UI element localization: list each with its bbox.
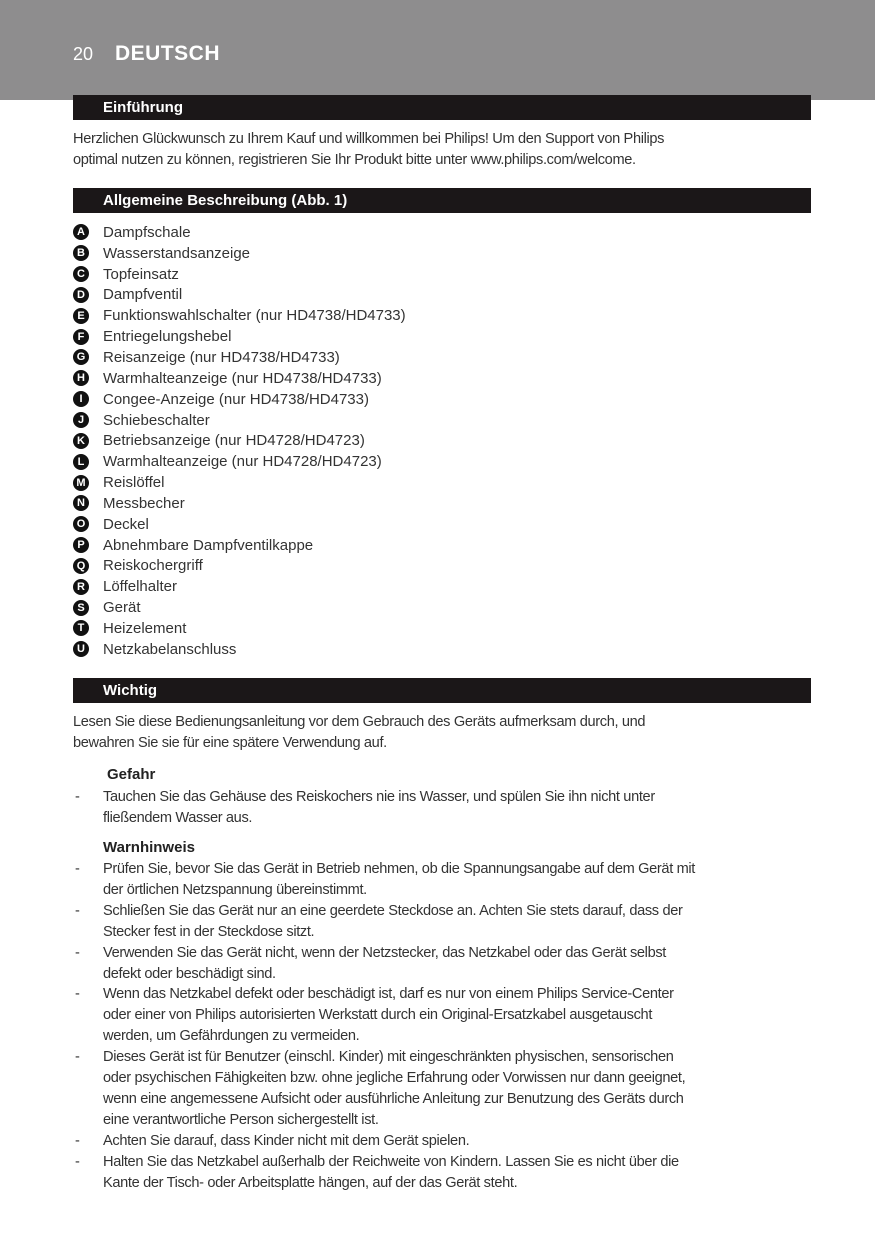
list-item bbox=[73, 305, 406, 326]
letter-badge-icon: S bbox=[73, 600, 89, 616]
list-item bbox=[73, 430, 406, 451]
text-line: Stecker fest in der Steckdose sitzt. bbox=[103, 923, 315, 940]
page-header-band bbox=[0, 0, 875, 100]
text-line: bewahren Sie sie für eine spätere Verwendung auf. bbox=[73, 734, 387, 751]
list-item bbox=[73, 389, 406, 410]
list-item bbox=[73, 597, 406, 618]
item-label: Topfeinsatz bbox=[103, 265, 179, 283]
page-number: 20 bbox=[73, 44, 94, 64]
letter-badge-icon: M bbox=[73, 475, 89, 491]
text-line: oder einer von Philips autorisierten Werkstatt durch ein Original-Ersatzkabel ausgetauscht bbox=[103, 1007, 653, 1024]
item-label: Löffelhalter bbox=[103, 578, 177, 596]
bullet-item bbox=[73, 984, 695, 1047]
item-label: Gerät bbox=[103, 599, 141, 617]
dash-icon: - bbox=[75, 986, 80, 1003]
text-line: fließendem Wasser aus. bbox=[103, 809, 253, 826]
item-label: Betriebsanzeige (nur HD4728/HD4723) bbox=[103, 432, 365, 450]
text-line: werden, um Gefährdungen zu vermeiden. bbox=[103, 1028, 360, 1045]
list-item bbox=[73, 264, 406, 285]
item-label: Wasserstandsanzeige bbox=[103, 244, 251, 262]
list-item bbox=[73, 514, 406, 535]
bullet-item bbox=[73, 943, 695, 985]
text-line: Kante der Tisch- oder Arbeitsplatte hängen, auf der das Gerät steht. bbox=[103, 1174, 518, 1191]
letter-badge-icon: B bbox=[73, 245, 89, 261]
section-heading-description: Allgemeine Beschreibung (Abb. 1) bbox=[73, 188, 811, 213]
text-line: Tauchen Sie das Gehäuse des Reiskochers nie ins Wasser, und spülen Sie ihn nicht unter bbox=[103, 789, 655, 805]
text-line: optimal nutzen zu können, registrieren Sie Ihr Produkt bitte unter www.philips.com/welcome. bbox=[73, 151, 636, 168]
item-label: Warmhalteanzeige (nur HD4738/HD4733) bbox=[103, 369, 382, 387]
letter-badge-icon: A bbox=[73, 224, 89, 240]
letter-badge-icon: K bbox=[73, 433, 89, 449]
list-item bbox=[73, 410, 406, 431]
dash-icon: - bbox=[75, 1153, 80, 1170]
dash-icon: - bbox=[75, 902, 80, 919]
letter-badge-icon: F bbox=[73, 329, 89, 345]
list-item bbox=[73, 618, 406, 639]
dash-icon: - bbox=[75, 944, 80, 961]
list-item bbox=[73, 222, 406, 243]
letter-badge-icon: D bbox=[73, 287, 89, 303]
bullet-item bbox=[73, 1131, 695, 1152]
parts-list bbox=[73, 222, 406, 660]
dash-icon: - bbox=[75, 1132, 80, 1149]
danger-heading: Gefahr bbox=[107, 766, 156, 783]
bullet-item bbox=[73, 787, 655, 829]
item-label: Schiebeschalter bbox=[103, 411, 210, 429]
letter-badge-icon: U bbox=[73, 641, 89, 657]
text-line: defekt oder beschädigt sind. bbox=[103, 965, 276, 982]
text-line: eine verantwortliche Person sichergestellt ist. bbox=[103, 1111, 379, 1128]
item-label: Warmhalteanzeige (nur HD4728/HD4723) bbox=[103, 453, 382, 471]
text-line: Achten Sie darauf, dass Kinder nicht mit dem Gerät spielen. bbox=[103, 1132, 470, 1149]
list-item bbox=[73, 639, 406, 660]
item-label: Heizelement bbox=[103, 619, 187, 637]
bullet-item bbox=[73, 859, 695, 901]
text-line: Wenn das Netzkabel defekt oder beschädigt ist, darf es nur von einem Philips Service-Center bbox=[103, 986, 674, 1003]
letter-badge-icon: L bbox=[73, 454, 89, 470]
item-label: Reisanzeige (nur HD4738/HD4733) bbox=[103, 348, 340, 366]
letter-badge-icon: O bbox=[73, 516, 89, 532]
item-label: Messbecher bbox=[103, 494, 185, 512]
intro-paragraph bbox=[73, 129, 664, 171]
letter-badge-icon: P bbox=[73, 537, 89, 553]
text-line: Schließen Sie das Gerät nur an eine geerdete Steckdose an. Achten Sie stets darauf, dass der bbox=[103, 902, 683, 919]
list-item bbox=[73, 347, 406, 368]
item-label: Dampfschale bbox=[103, 223, 191, 241]
list-item bbox=[73, 472, 406, 493]
bullet-item bbox=[73, 1047, 695, 1131]
important-paragraph bbox=[73, 712, 645, 754]
section-heading-intro: Einführung bbox=[73, 95, 811, 120]
list-item bbox=[73, 451, 406, 472]
letter-badge-icon: G bbox=[73, 349, 89, 365]
letter-badge-icon: C bbox=[73, 266, 89, 282]
list-item bbox=[73, 556, 406, 577]
text-line: Halten Sie das Netzkabel außerhalb der Reichweite von Kindern. Lassen Sie es nicht über die bbox=[103, 1153, 679, 1170]
letter-badge-icon: T bbox=[73, 620, 89, 636]
section-heading-important: Wichtig bbox=[73, 678, 811, 703]
bullet-item bbox=[73, 1152, 695, 1194]
dash-icon: - bbox=[75, 861, 80, 877]
list-item bbox=[73, 576, 406, 597]
language-title: DEUTSCH bbox=[115, 42, 221, 65]
text-line: Verwenden Sie das Gerät nicht, wenn der Netzstecker, das Netzkabel oder das Gerät selbst bbox=[103, 944, 666, 961]
warning-heading: Warnhinweis bbox=[103, 839, 195, 856]
warning-list bbox=[73, 859, 695, 1194]
item-label: Dampfventil bbox=[103, 286, 183, 304]
list-item bbox=[73, 535, 406, 556]
list-item bbox=[73, 285, 406, 306]
letter-badge-icon: R bbox=[73, 579, 89, 595]
item-label: Netzkabelanschluss bbox=[103, 640, 237, 658]
item-label: Entriegelungshebel bbox=[103, 328, 232, 346]
item-label: Funktionswahlschalter (nur HD4738/HD4733) bbox=[103, 307, 406, 325]
item-label: Reiskochergriff bbox=[103, 557, 203, 575]
letter-badge-icon: H bbox=[73, 370, 89, 386]
text-line: Prüfen Sie, bevor Sie das Gerät in Betrieb nehmen, ob die Spannungsangabe auf dem Gerät mit bbox=[103, 861, 696, 877]
list-item bbox=[73, 368, 406, 389]
list-item bbox=[73, 493, 406, 514]
letter-badge-icon: E bbox=[73, 308, 89, 324]
text-line: oder psychischen Fähigkeiten bzw. ohne jegliche Erfahrung oder Vorwissen nur dann geeignet, bbox=[103, 1070, 686, 1087]
item-label: Congee-Anzeige (nur HD4738/HD4733) bbox=[103, 390, 369, 408]
text-line: der örtlichen Netzspannung übereinstimmt. bbox=[103, 881, 367, 898]
text-line: Herzlichen Glückwunsch zu Ihrem Kauf und willkommen bei Philips! Um den Support von Philips bbox=[73, 131, 665, 147]
list-item bbox=[73, 326, 406, 347]
text-line: Dieses Gerät ist für Benutzer (einschl. Kinder) mit eingeschränkten physischen, sensorischen bbox=[103, 1049, 674, 1066]
dash-icon: - bbox=[75, 1049, 80, 1066]
danger-list bbox=[73, 787, 655, 829]
letter-badge-icon: Q bbox=[73, 558, 89, 574]
list-item bbox=[73, 243, 406, 264]
text-line: Lesen Sie diese Bedienungsanleitung vor dem Gebrauch des Geräts aufmerksam durch, und bbox=[73, 714, 646, 730]
item-label: Reislöffel bbox=[103, 474, 165, 492]
item-label: Abnehmbare Dampfventilkappe bbox=[103, 536, 314, 554]
dash-icon: - bbox=[75, 789, 80, 805]
bullet-item bbox=[73, 901, 695, 943]
letter-badge-icon: I bbox=[73, 391, 89, 407]
item-label: Deckel bbox=[103, 515, 149, 533]
text-line: wenn eine angemessene Aufsicht oder ausführliche Anleitung zur Benutzung des Geräts durch bbox=[103, 1090, 684, 1107]
letter-badge-icon: J bbox=[73, 412, 89, 428]
letter-badge-icon: N bbox=[73, 495, 89, 511]
